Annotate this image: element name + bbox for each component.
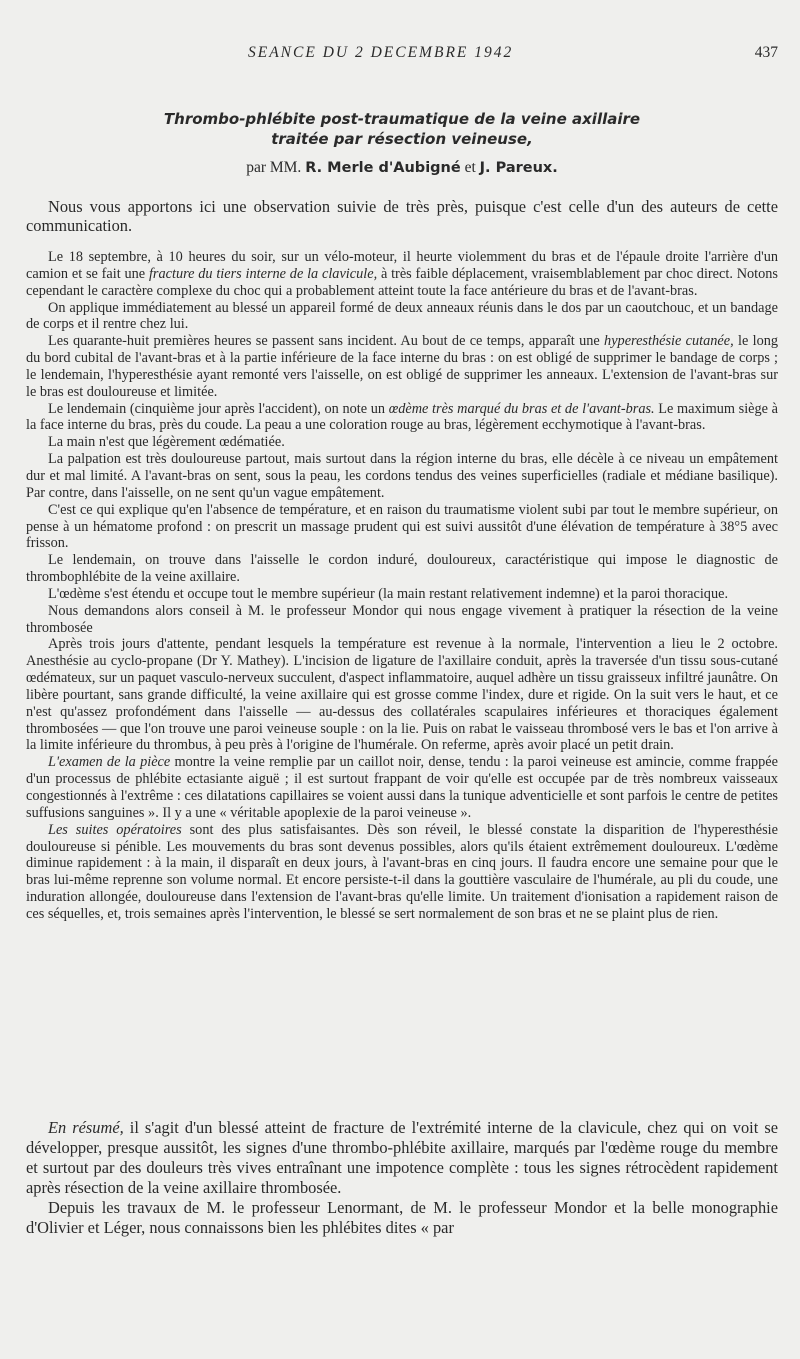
article-title-line1: Thrombo-phlébite post-traumatique de la veine axillaire xyxy=(163,110,641,128)
paragraph-palpation: La palpation est très douloureuse partout, mais surtout dans la région interne du bras, elle décèle à ce niveau un empâtement dur et mal limité. A l'avant-bras on sent, sous la peau, les cordons tendus des veines superficielles (radiale et médiane basilique). Par contre, dans l'aisselle, on ne sent qu'un vague empâtement. xyxy=(26,451,778,501)
conclusion-section xyxy=(26,1118,778,1238)
byline-and: et xyxy=(464,159,476,176)
byline-prefix: par MM. xyxy=(246,159,302,176)
byline xyxy=(26,158,778,178)
paragraph-temperature: C'est ce qui explique qu'en l'absence de température, et en raison du traumatisme violent subi par tout le membre supérieur, on pense à un hématome profond : on prescrit un massage prudent qui est suivi aussitôt d'une élévation de température à 38°5 avec frisson. xyxy=(26,501,778,552)
paragraph-diagnostic: Le lendemain, on trouve dans l'aisselle le cordon induré, douloureux, caractéristique qui impose le diagnostic de thrombophlébite de la veine axillaire. xyxy=(26,552,778,586)
article-title xyxy=(26,109,778,149)
emphasis-hyperesthesie: hyperesthésie cutanée, xyxy=(604,333,734,350)
emphasis-suites: Les suites opératoires xyxy=(48,821,182,838)
paragraph-resume: En résumé, il s'agit d'un blessé atteint de fracture de l'extrémité interne de la clavicule, chez qui on voit se développer, presque aussitôt, les signes d'une thrombo-phlébite axillaire, marqués par l'œdème rouge du membre et surtout par des douleurs très vives entraînant une impotence complète : tous les signes rétrocèdent rapidement après résection de la veine axillaire thrombosée. xyxy=(26,1118,778,1197)
emphasis-oedeme: œdème très marqué du bras et de l'avant-bras. xyxy=(388,400,655,417)
paragraph-conseil: Nous demandons alors conseil à M. le professeur Mondor qui nous engage vivement à pratiquer la résection de la veine thrombosée xyxy=(26,602,778,636)
paragraph-extension: L'œdème s'est étendu et occupe tout le membre supérieur (la main restant relativement indemne) et la paroi thoracique. xyxy=(48,585,729,602)
author-1: R. Merle d'Aubigné xyxy=(305,160,461,176)
paragraph-travaux: Depuis les travaux de M. le professeur Lenormant, de M. le professeur Mondor et la belle monographie d'Olivier et Léger, nous connaissons bien les phlébites dites « par xyxy=(26,1198,778,1237)
paragraph-main: La main n'est que légèrement œdématiée. xyxy=(48,434,285,451)
emphasis-resume: En résumé, xyxy=(48,1118,124,1137)
page-number: 437 xyxy=(754,44,778,61)
case-report-body xyxy=(26,245,778,923)
article-title-block xyxy=(26,109,778,178)
paragraph-accident: Le 18 septembre, à 10 heures du soir, sur un vélo-moteur, il heurte violemment du bras et de l'épaule droite l'arrière d'un camion et se fait une fracture du tiers interne de la clavicule, à très faible déplacement, vraisemblablement par choc direct. Notons cependant le caractère complexe du choc qui a probablement atteint toute la face antérieure du bras et de l'avant-bras. xyxy=(26,249,778,299)
emphasis-fracture: fracture du tiers interne de la clavicule, xyxy=(148,265,378,282)
running-title: SEANCE DU 2 DECEMBRE 1942 xyxy=(248,44,514,61)
paragraph-oedeme: Le lendemain (cinquième jour après l'accident), on note un œdème très marqué du bras et de l'avant-bras. Le maximum siège à la face interne du bras, près du coude. La peau a une coloration rouge au bras, légèrement ecchymotique à l'avant-bras. xyxy=(26,400,779,434)
paragraph-hyperesthesie: Les quarante-huit premières heures se passent sans incident. Au bout de ce temps, apparaît une hyperesthésie cutanée, le long du bord cubital de l'avant-bras et à la partie inférieure de la face interne du bras : on est obligé de supprimer le bandage de corps ; le lendemain, l'hyperesthésie ayant remonté vers l'aisselle, on est obligé de supprimer les anneaux. L'extension de l'avant-bras sur le bras est douloureuse et limitée. xyxy=(26,333,779,400)
article-title-line2: traitée par résection veineuse, xyxy=(271,130,533,148)
intro-paragraph: Nous vous apportons ici une observation suivie de très près, puisque c'est celle d'un des auteurs de cette communication. xyxy=(26,197,778,235)
paragraph-appareil: On applique immédiatement au blessé un appareil formé de deux anneaux réunis dans le dos par un caoutchouc, et un bandage de corps et il rentre chez lui. xyxy=(26,299,778,333)
author-2: J. Pareux. xyxy=(479,160,558,176)
paragraph-intervention: Après trois jours d'attente, pendant lesquels la température est revenue à la normale, l'intervention a lieu le 2 octobre. Anesthésie au cyclo-propane (Dr Y. Mathey). L'incision de ligature de l'axillaire conduit, après la traversée d'un tissu sous-cutané œdémateux, sur un paquet vasculo-nerveux succulent, d'aspect inflammatoire, auquel adhère un tissu graisseux infiltré jaunâtre. On libère pourtant, sans grande difficulté, la veine axillaire qui est grosse comme l'index, dure et rigide. On la suit vers le haut, et ce n'est qu'assez profondément dans l'aisselle — au-dessus des collatérales scapulaires inférieures et thoraciques également thrombosées — que l'on trouve une paroi veineuse souple : on la lie. Puis on rabat le vaisseau thrombosé vers le bas et l'on arrive à la limite inférieure du thrombus, à peu près à l'origine de l'humérale. On referme, après avoir placé un petit drain. xyxy=(26,636,778,754)
paragraph-examen: L'examen de la pièce montre la veine remplie par un caillot noir, dense, tendu : la paroi veineuse est amincie, comme frappée d'un processus de phlébite ectasiante aiguë ; il est surtout frappant de voir qu'elle est occupée par de très nombreux vaisseaux congestionnés à l'extrême : ces dilatations capillaires se voient aussi dans la tunique adventicielle et sont parfois le centre de petites suffusions sanguines ». Il y a une « véritable apoplexie de la paroi veineuse ». xyxy=(26,754,778,821)
emphasis-examen: L'examen de la pièce xyxy=(48,754,171,771)
paragraph-suites: Les suites opératoires sont des plus satisfaisantes. Dès son réveil, le blessé constate la disparition de l'hyperesthésie douloureuse si pénible. Les mouvements du bras sont devenus possibles, alors qu'ils étaient extrêmement douloureux. L'œdème diminue rapidement : à la main, il disparaît en deux jours, à l'avant-bras en cinq jours. Il faudra encore une semaine pour que le bras lui-même reprenne son volume normal. Et encore persiste-t-il dans la gouttière vasculaire de l'humérale, au pli du coude, une induration allongée, douloureuse dans l'extension de l'avant-bras qu'elle limite. Un traitement d'ionisation a rapidement raison de ces séquelles, et, trois semaines après l'intervention, le blessé se sert normalement de son bras et ne se plaint plus de rien. xyxy=(26,821,778,922)
running-head xyxy=(26,44,778,64)
